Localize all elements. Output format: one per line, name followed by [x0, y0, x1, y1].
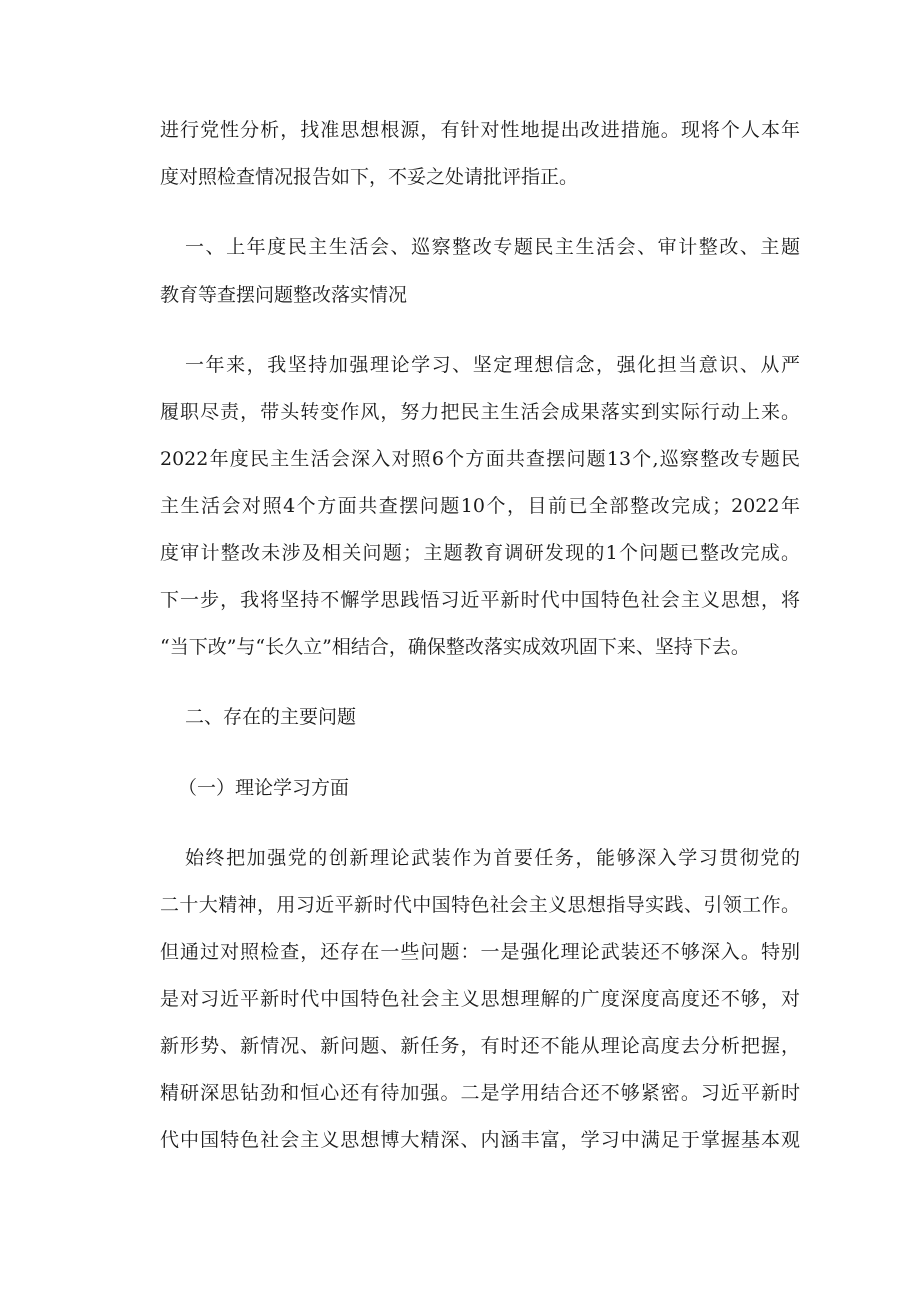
section-1-heading-line-1: 一、上年度民主生活会、巡察整改专题民主生活会、审计整改、主题 — [185, 236, 800, 258]
section-1-para-line-4: 主生活会对照4个方面共查摆问题10个，目前已全部整改完成；2022年 — [160, 495, 800, 517]
section-1-heading-line-2: 教育等查摆问题整改落实情况 — [160, 284, 408, 306]
subsection-1-para-line-3: 但通过对照检查，还存在一些问题：一是强化理论武装还不够深入。特别 — [160, 941, 800, 963]
section-2-heading: 二、存在的主要问题 — [185, 706, 357, 728]
subsection-1-para-line-2: 二十大精神，用习近平新时代中国特色社会主义思想指导实践、引领工作。 — [160, 894, 800, 916]
subsection-1-para-line-4: 是对习近平新时代中国特色社会主义思想理解的广度深度高度还不够，对 — [160, 988, 800, 1010]
section-1-para-line-6: 下一步，我将坚持不懈学思践悟习近平新时代中国特色社会主义思想，将 — [160, 589, 800, 611]
intro-line-2: 度对照检查情况报告如下，不妥之处请批评指正。 — [160, 166, 579, 188]
subsection-1-para-line-6: 精研深思钻劲和恒心还有待加强。二是学用结合还不够紧密。习近平新时 — [160, 1082, 800, 1104]
section-1-para-line-7: “当下改”与“长久立”相结合，确保整改落实成效巩固下来、坚持下去。 — [160, 636, 750, 658]
section-1-para-line-5: 度审计整改未涉及相关问题；主题教育调研发现的1个问题已整改完成。 — [160, 542, 800, 564]
subsection-1-para-line-1: 始终把加强党的创新理论武装作为首要任务，能够深入学习贯彻党的 — [185, 847, 800, 869]
subsection-1-heading: （一）理论学习方面 — [178, 777, 350, 799]
subsection-1-para-line-7: 代中国特色社会主义思想博大精深、内涵丰富，学习中满足于掌握基本观 — [160, 1129, 800, 1151]
section-1-para-line-2: 履职尽责，带头转变作风，努力把民主生活会成果落实到实际行动上来。 — [160, 401, 800, 423]
section-1-para-line-3: 2022年度民主生活会深入对照6个方面共查摆问题13个,巡察整改专题民 — [160, 448, 800, 470]
subsection-1-para-line-5: 新形势、新情况、新问题、新任务，有时还不能从理论高度去分析把握， — [160, 1035, 800, 1057]
section-1-para-line-1: 一年来，我坚持加强理论学习、坚定理想信念，强化担当意识、从严 — [185, 354, 800, 376]
intro-line-1: 进行党性分析，找准思想根源，有针对性地提出改进措施。现将个人本年 — [160, 119, 800, 141]
